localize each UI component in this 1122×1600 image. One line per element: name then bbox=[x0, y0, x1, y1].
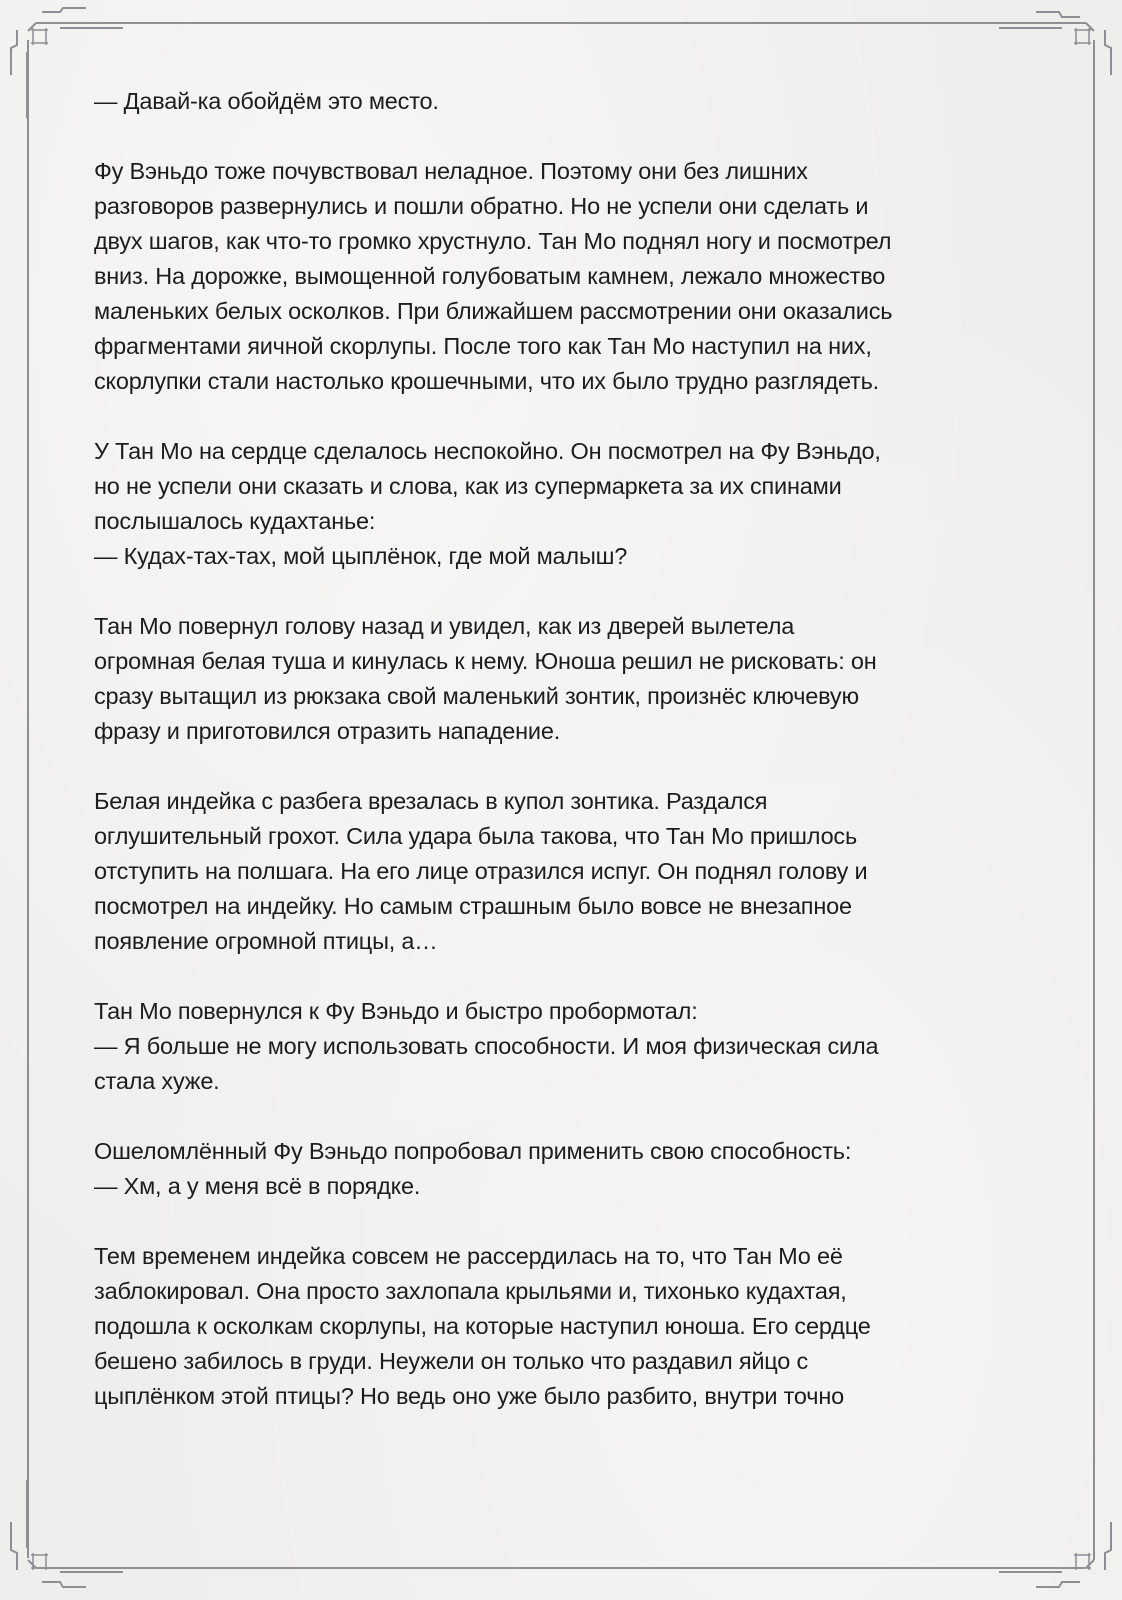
text-line: подошла к осколкам скорлупы, на которые наступил юноша. Его сердце bbox=[94, 1313, 871, 1339]
paragraph bbox=[94, 154, 1034, 399]
text-line: отступить на полшага. На его лице отразился испуг. Он поднял голову и bbox=[94, 858, 868, 884]
text-line: У Тан Мо на сердце сделалось неспокойно. Он посмотрел на Фу Вэньдо, bbox=[94, 438, 881, 464]
text-line: появление огромной птицы, а… bbox=[94, 928, 438, 954]
text-line: послышалось кудахтанье: bbox=[94, 508, 376, 534]
text-line: вниз. На дорожке, вымощенной голубоватым камнем, лежало множество bbox=[94, 263, 886, 289]
document-body bbox=[94, 84, 1034, 1449]
text-line: разговоров развернулись и пошли обратно. Но не успели они сделать и bbox=[94, 193, 869, 219]
text-line: маленьких белых осколков. При ближайшем рассмотрении они оказались bbox=[94, 298, 893, 324]
text-line: сразу вытащил из рюкзака свой маленький зонтик, произнёс ключевую bbox=[94, 683, 859, 709]
paragraph bbox=[94, 784, 1034, 959]
text-line: цыплёнком этой птицы? Но ведь оно уже было разбито, внутри точно bbox=[94, 1383, 844, 1409]
text-line: заблокировал. Она просто захлопала крыльями и, тихонько кудахтая, bbox=[94, 1278, 847, 1304]
paragraph bbox=[94, 434, 1034, 574]
text-line: Тем временем индейка совсем не рассердилась на то, что Тан Мо её bbox=[94, 1243, 843, 1269]
text-line: — Давай-ка обойдём это место. bbox=[94, 88, 439, 114]
text-line: фразу и приготовился отразить нападение. bbox=[94, 718, 561, 744]
text-line: — Кудах-тах-тах, мой цыплёнок, где мой малыш? bbox=[94, 543, 628, 569]
text-line: бешено забилось в груди. Неужели он только что раздавил яйцо с bbox=[94, 1348, 809, 1374]
text-line: фрагментами яичной скорлупы. После того как Тан Мо наступил на них, bbox=[94, 333, 872, 359]
text-line: оглушительный грохот. Сила удара была такова, что Тан Мо пришлось bbox=[94, 823, 858, 849]
text-line: стала хуже. bbox=[94, 1068, 220, 1094]
paragraph bbox=[94, 994, 1034, 1099]
text-line: двух шагов, как что-то громко хрустнуло. Тан Мо поднял ногу и посмотрел bbox=[94, 228, 892, 254]
text-line: скорлупки стали настолько крошечными, что их было трудно разглядеть. bbox=[94, 368, 879, 394]
text-line: Тан Мо повернул голову назад и увидел, как из дверей вылетела bbox=[94, 613, 795, 639]
text-line: — Хм, а у меня всё в порядке. bbox=[94, 1173, 421, 1199]
text-line: посмотрел на индейку. Но самым страшным было вовсе не внезапное bbox=[94, 893, 852, 919]
text-line: огромная белая туша и кинулась к нему. Юноша решил не рисковать: он bbox=[94, 648, 877, 674]
text-line: — Я больше не могу использовать способности. И моя физическая сила bbox=[94, 1033, 879, 1059]
paragraph bbox=[94, 1134, 1034, 1204]
paragraph bbox=[94, 84, 1034, 119]
text-line: но не успели они сказать и слова, как из супермаркета за их спинами bbox=[94, 473, 842, 499]
text-line: Тан Мо повернулся к Фу Вэньдо и быстро пробормотал: bbox=[94, 998, 698, 1024]
paragraph bbox=[94, 1239, 1034, 1414]
paragraph bbox=[94, 609, 1034, 749]
text-line: Белая индейка с разбега врезалась в купол зонтика. Раздался bbox=[94, 788, 768, 814]
text-line: Фу Вэньдо тоже почувствовал неладное. Поэтому они без лишних bbox=[94, 158, 808, 184]
text-line: Ошеломлённый Фу Вэньдо попробовал применить свою способность: bbox=[94, 1138, 852, 1164]
